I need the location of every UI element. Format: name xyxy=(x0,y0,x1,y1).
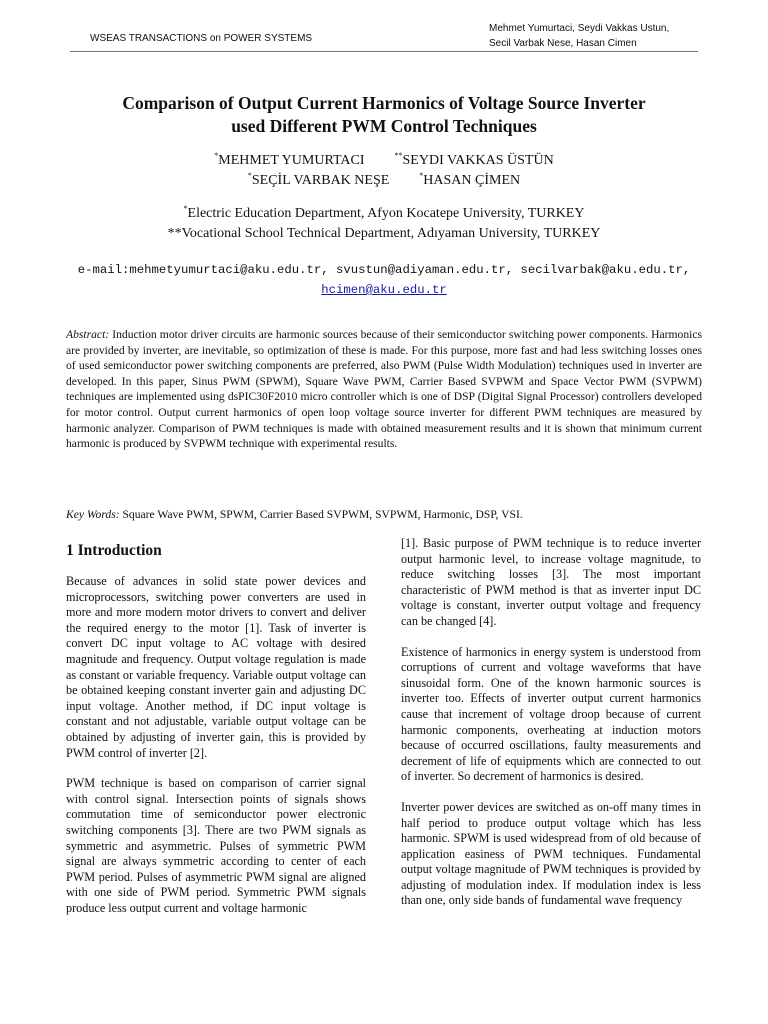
paper-title-line1: Comparison of Output Current Harmonics of Voltage Source Inverter xyxy=(122,93,646,113)
author-row-1 xyxy=(40,151,728,171)
author-4-mark: * xyxy=(419,171,424,180)
author-row-2 xyxy=(40,171,728,191)
running-header-authors-line2: Secil Varbak Nese, Hasan Cimen xyxy=(489,38,637,49)
running-header-authors-line1: Mehmet Yumurtaci, Seydi Vakkas Ustun, xyxy=(489,23,670,34)
affiliation-1-text: Electric Education Department, Afyon Kocatepe University, TURKEY xyxy=(187,206,585,221)
running-header-journal: WSEAS TRANSACTIONS on POWER SYSTEMS xyxy=(90,33,313,44)
author-list xyxy=(40,151,728,191)
column-left xyxy=(66,541,366,931)
abstract xyxy=(66,327,702,452)
affiliations xyxy=(40,204,728,244)
running-header-authors xyxy=(489,21,749,51)
author-1-name: MEHMET YUMURTACI xyxy=(218,153,365,168)
affiliation-2: **Vocational School Technical Department, Adıyaman University, TURKEY xyxy=(167,226,601,241)
author-2 xyxy=(395,151,554,171)
author-3-name: SEÇİL VARBAK NEŞE xyxy=(251,173,390,188)
paper-title-line2: used Different PWM Control Techniques xyxy=(231,116,537,136)
author-4 xyxy=(419,171,520,191)
author-3-mark: * xyxy=(247,171,252,180)
keywords-text: Square Wave PWM, SPWM, Carrier Based SVPWM, SVPWM, Harmonic, DSP, VSI. xyxy=(122,508,523,521)
affiliation-1-mark: * xyxy=(183,204,188,213)
author-1-mark: * xyxy=(214,151,219,160)
paragraph: Inverter power devices are switched as on-off many times in half period to produce output voltage which has less harmonic. SPWM is used widespread from of old because of application easiness of PWM techniques. Fundamental output voltage magnitude of PWM techniques is provided by adjusting of modulation index. If modulation index is less than one, only side bands of fundamental wave frequency xyxy=(401,799,701,908)
email-block xyxy=(40,260,728,300)
email-line: e-mail:mehmetyumurtaci@aku.edu.tr, svustun@adiyaman.edu.tr, secilvarbak@aku.edu.tr, xyxy=(77,263,691,277)
paragraph: PWM technique is based on comparison of carrier signal with control signal. Intersection points of signals shows commutation time of semiconductor power electronic switching components [3]. There are two PWM signals as symmetric and asymmetric. Pulses of symmetric PWM signal are always symmetric according to center of each PWM period. Pulses of asymmetric PWM signal are aligned with one side of PWM period. Symmetric PWM signals produce less output current and voltage harmonic xyxy=(66,776,366,915)
section-title: 1 Introduction xyxy=(66,542,162,559)
author-3 xyxy=(248,171,389,191)
keywords xyxy=(66,507,702,523)
column-right xyxy=(401,536,701,924)
header-rule xyxy=(70,51,698,52)
abstract-label: Abstract: xyxy=(66,328,110,341)
email-link[interactable]: hcimen@aku.edu.tr xyxy=(321,283,447,297)
paragraph: Because of advances in solid state power devices and microprocessors, switching power converters are used in more and more modern motor drivers to convert and deliver the required energy to the motor [1]. Task of inverter is convert DC input voltage to AC voltage with desired magnitude and frequency. Output voltage regulation is made as constant or variable frequency. Variable output voltage can be obtained keeping constant inverter gain and adjusting DC input voltage. Another method, if DC input voltage is constant and not adjustable, variable output voltage can be obtained by adjusting of inverter gain, this is provided by PWM control of inverter [2]. xyxy=(66,574,366,760)
keywords-label: Key Words: xyxy=(66,508,120,521)
paragraph: Existence of harmonics in energy system is understood from corruptions of current and voltage waveforms that have sinusoidal form. One of the known harmonic sources is inverter too. Effects of inverter output current harmonics cause that increment of voltage droop because of current harmonic components, overheating at induction motors because of occurred oscillations, faulty measurements and decrement of life of equipments which are connected to out of inverter. So decrement of harmonics is desired. xyxy=(401,644,701,784)
paragraph: [1]. Basic purpose of PWM technique is to reduce inverter output harmonic level, to increase voltage magnitude, to reduce switching losses [3]. The most important characteristic of PWM method is that as inverter input DC voltage is constant, inverter output voltage and frequency can be changed [4]. xyxy=(401,536,701,628)
author-2-name: SEYDI VAKKAS ÜSTÜN xyxy=(402,153,554,168)
abstract-text: Induction motor driver circuits are harmonic sources because of their semiconductor switching power components. Harmonics are provided by inverter, are inevitable, so optimization of these is made. For this purpose, more fast and had less switching losses ones of used semiconductor power switching components are preferred, also PWM (Pulse Width Modulation) techniques used in inverter are developed. In this paper, Sinus PWM (SPWM), Square Wave PWM, Carrier Based SVPWM and Space Vector PWM (SVPWM) techniques are implemented using dsPIC30F2010 micro controller which is one of DSP (Digital Signal Processor) controllers developed for motor control. Output current harmonics of open loop voltage source inverter for different PWM techniques are measured by harmonic analyzer. Comparison of PWM techniques is made with obtained measurement results and it is shown that minimum current harmonic is produced by SVPWM technique with experimental results. xyxy=(66,328,702,451)
author-2-mark: ** xyxy=(394,151,403,160)
affiliation-1 xyxy=(40,204,728,224)
author-1 xyxy=(214,151,364,171)
author-4-name: HASAN ÇİMEN xyxy=(423,173,521,188)
paper-title xyxy=(60,92,708,138)
